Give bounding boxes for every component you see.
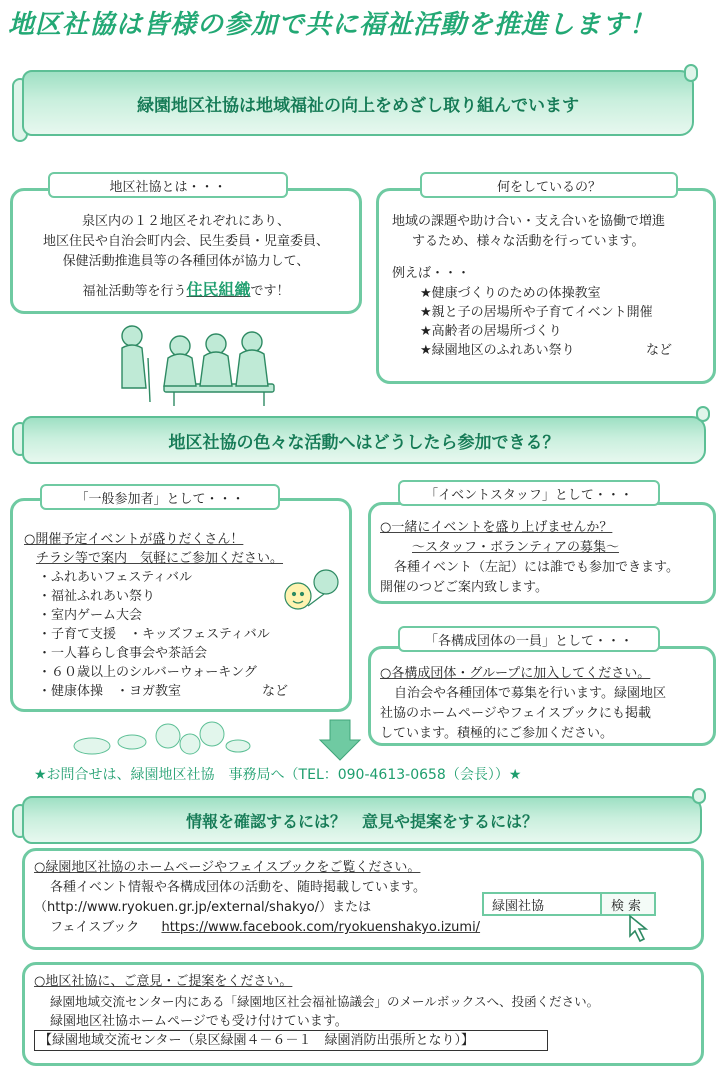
person-1-body	[122, 345, 146, 388]
person-4-body	[236, 350, 268, 386]
cursor-arrow-icon	[626, 914, 652, 944]
general-event-list	[38, 568, 270, 701]
member-lead: ○各構成団体・グループに加入してください。	[380, 666, 651, 681]
person-3-body	[200, 352, 232, 386]
info-line2: （http://www.ryokuen.gr.jp/external/shakyo/）または	[34, 900, 372, 915]
flower-illustration	[72, 716, 252, 762]
activities-tag: 何をしているの？	[420, 172, 678, 198]
about-line1: 泉区内の１２地区それぞれにあり、	[81, 214, 290, 229]
person-2-head	[170, 336, 190, 356]
about-line4-emphasis: 住民組織	[186, 280, 251, 299]
general-lead2: チラシ等で案内 気軽にご参加ください。	[36, 551, 284, 566]
staff-lead1: ○一緒にイベントを盛り上げませんか？	[380, 520, 613, 535]
page-title: 地区社協は皆様の参加で共に福祉活動を推進します！	[8, 10, 657, 40]
scroll-roll-right	[696, 406, 710, 422]
activities-line2: するため、様々な活動を行っています。	[412, 234, 645, 249]
general-etc: など	[262, 684, 289, 699]
member-line2: 社協のホームページやフェイスブックにも掲載	[380, 706, 652, 721]
person-4-head	[242, 332, 262, 352]
member-tag: 「各構成団体の一員」として・・・	[398, 626, 660, 652]
facebook-row	[50, 918, 480, 937]
list-item: ・一人暮らし食事会や茶話会	[38, 646, 208, 661]
staff-line2: 開催のつどご案内致します。	[380, 580, 548, 595]
banner-info	[22, 796, 702, 844]
opinion-line1: 緑園地域交流センター内にある「緑園地区社会福祉協議会」のメールボックスへ、投函ください。	[50, 994, 600, 1009]
info-lead: ○緑園地区社協のホームページやフェイスブックをご覧ください。	[34, 860, 421, 875]
banner-intro	[22, 70, 694, 136]
scroll-roll-right	[684, 64, 698, 82]
facebook-label: フェイスブック	[50, 920, 140, 935]
person-2-body	[164, 354, 196, 386]
list-item: ★緑園地区のふれあい祭り	[420, 343, 575, 358]
list-item: ・子育て支援 ・キッズフェスティバル	[38, 627, 270, 642]
walking-cane	[148, 358, 150, 402]
child-balloon-illustration	[278, 566, 344, 622]
list-item: ・福祉ふれあい祭り	[38, 589, 156, 604]
staff-line1: 各種イベント（左記）には誰でも参加できます。	[394, 560, 679, 575]
member-line1: 自治会や各種団体で募集を行います。緑園地区	[394, 686, 666, 701]
banner-participate	[22, 416, 706, 464]
scroll-roll-right	[692, 788, 706, 804]
about-line4-pre: 福祉活動等を行う	[82, 284, 187, 299]
list-item: ・室内ゲーム大会	[38, 608, 143, 623]
list-item: ★健康づくりのための体操教室	[420, 286, 601, 301]
banner-participate-text: 地区社協の色々な活動へはどうしたら参加できる？	[168, 432, 560, 453]
general-lead1: ○開催予定イベントが盛りだくさん！	[24, 532, 244, 547]
about-tag: 地区社協とは・・・	[48, 172, 288, 198]
activities-example: 例えば・・・	[392, 266, 471, 281]
general-tag: 「一般参加者」として・・・	[40, 484, 280, 510]
elderly-group-illustration	[104, 318, 284, 408]
activities-list	[420, 284, 653, 360]
member-line3: しています。積極的にご参加ください。	[380, 726, 613, 741]
search-input[interactable]: 緑園社協	[482, 892, 602, 916]
contact-line: ★お問合せは、緑園地区社協 事務局へ（TEL：090-4613-0658（会長））★	[34, 767, 522, 783]
banner-intro-text: 緑園地区社協は地域福祉の向上をめざし取り組んでいます	[137, 95, 579, 116]
about-line3: 保健活動推進員等の各種団体が協力して、	[62, 254, 310, 269]
person-1-head	[122, 326, 142, 346]
facebook-link[interactable]: https://www.facebook.com/ryokuenshakyo.izumi/	[161, 920, 481, 935]
staff-tag: 「イベントスタッフ」として・・・	[398, 480, 660, 506]
down-arrow-icon	[318, 718, 362, 762]
staff-lead2: ～スタッフ・ボランティアの募集～	[412, 540, 619, 555]
about-line4-post: です！	[250, 284, 290, 299]
list-item: ★高齢者の居場所づくり	[420, 324, 562, 339]
opinion-line2: 緑園地区社協ホームページでも受け付けています。	[50, 1014, 348, 1029]
activities-etc: など	[646, 343, 673, 358]
list-item: ・６０歳以上のシルバーウォーキング	[38, 665, 257, 680]
person-3-head	[206, 334, 226, 354]
opinion-address: 【緑園地域交流センター（泉区緑園４－６－１ 緑園消防出張所となり）】	[34, 1030, 548, 1051]
about-line4	[10, 280, 362, 301]
opinion-lead: ○地区社協に、ご意見・ご提案をください。	[34, 974, 293, 989]
about-line2: 地区住民や自治会町内会、民生委員・児童委員、	[42, 234, 329, 249]
banner-info-text: 情報を確認するには？ 意見や提案をするには？	[185, 811, 538, 831]
list-item: ・ふれあいフェスティバル	[38, 570, 193, 585]
info-line1: 各種イベント情報や各構成団体の活動を、随時掲載しています。	[50, 880, 426, 895]
list-item: ・健康体操 ・ヨガ教室	[38, 684, 182, 699]
list-item: ★親と子の居場所や子育てイベント開催	[420, 305, 653, 320]
activities-line1: 地域の課題や助け合い・支え合いを協働で増進	[392, 214, 666, 229]
search-button[interactable]: 検索	[600, 892, 656, 916]
